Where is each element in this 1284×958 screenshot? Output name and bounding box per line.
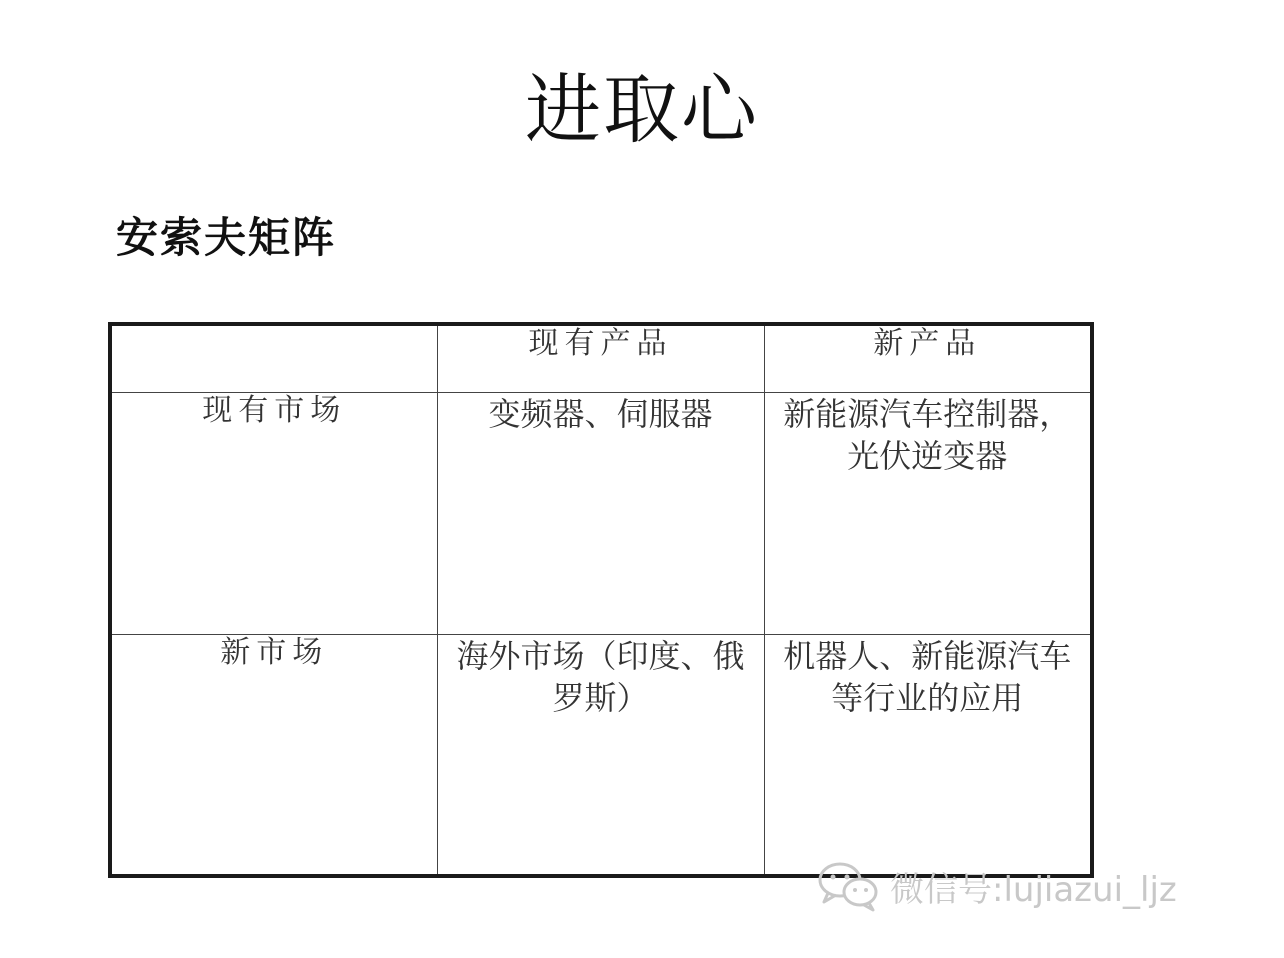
cell-new-market-existing-products: 海外市场（印度、俄罗斯） [437, 634, 764, 876]
watermark-text: 微信号:lujiazui_ljz [890, 869, 1177, 910]
row-label-new-market: 新市场 [110, 634, 437, 876]
wechat-icon [816, 860, 880, 912]
header-cell-existing-products: 现有产品 [437, 324, 764, 392]
table-header-row [110, 324, 1092, 392]
slide-title: 进取心 [525, 65, 759, 154]
cell-new-market-new-products: 机器人、新能源汽车等行业的应用 [764, 634, 1092, 876]
ansoff-matrix-table [108, 322, 1094, 878]
cell-existing-market-new-products: 新能源汽车控制器，光伏逆变器 [764, 392, 1092, 634]
table-row-new-market [110, 634, 1092, 876]
wechat-watermark [816, 858, 1177, 914]
header-cell-new-products: 新产品 [764, 324, 1092, 392]
cell-existing-market-existing-products: 变频器、伺服器 [437, 392, 764, 634]
slide-subtitle: 安索夫矩阵 [116, 213, 337, 262]
header-cell-corner [110, 324, 437, 392]
row-label-existing-market: 现有市场 [110, 392, 437, 634]
table-row-existing-market [110, 392, 1092, 634]
